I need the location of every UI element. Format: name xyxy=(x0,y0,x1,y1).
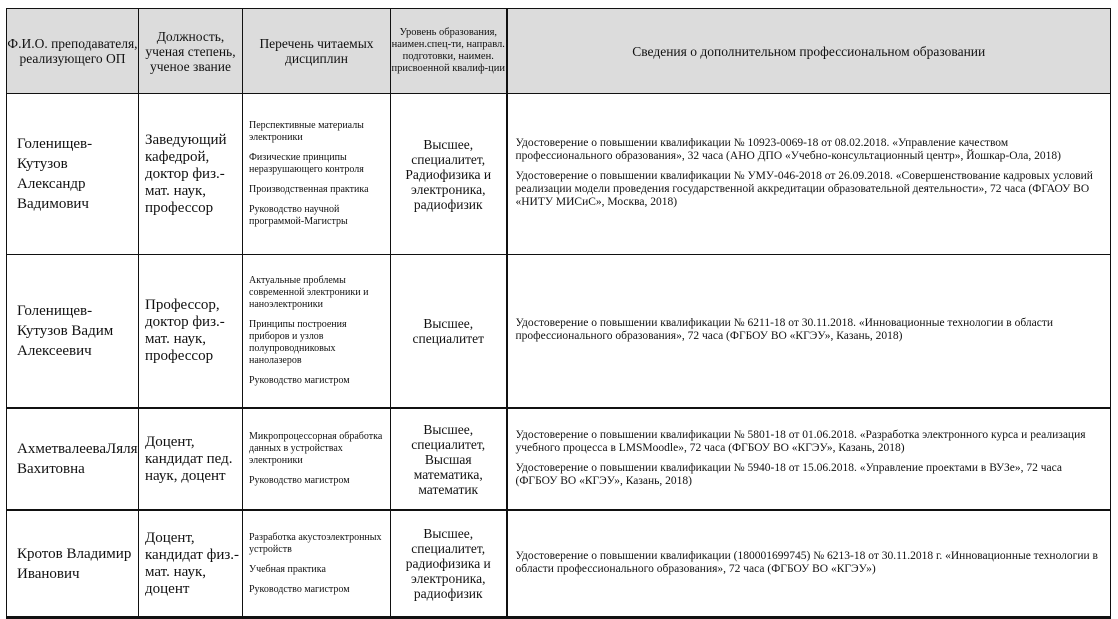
discipline-list xyxy=(243,94,391,255)
teacher-education: Высшее, специалитет, радиофизика и электроника, радиофизик xyxy=(391,510,507,618)
faculty-table xyxy=(6,8,1111,619)
header-education: Уровень образования, наимен.спец-ти, направл. подготовки, наимен. присвоенной квалиф-ции xyxy=(391,9,507,94)
teacher-position: Доцент, кандидат физ.-мат. наук, доцент xyxy=(139,510,243,618)
table-row xyxy=(7,510,1111,618)
certificate-entry: Удостоверение о повышении квалификации № 10923-0069-18 от 08.02.2018. «Управление качеством профессионального образования», 32 часа (АНО ДПО «Учебно-консультационный центр», Йошкар-Ола, 2018) xyxy=(515,137,1061,162)
teacher-position: Профессор, доктор физ.-мат. наук, профессор xyxy=(139,255,243,409)
teacher-name: Голенищев-Кутузов Вадим Алексеевич xyxy=(7,255,139,409)
table-row xyxy=(7,255,1111,409)
header-professional-development: Сведения о дополнительном профессиональном образовании xyxy=(507,9,1111,94)
discipline-item: Руководство научной программой-Магистры xyxy=(249,204,348,227)
certificate-entry: Удостоверение о повышении квалификации № 6211-18 от 30.11.2018. «Инновационные технологии в области профессионального образования», 72 часа (ФГБОУ ВО «КГЭУ», Казань, 2018) xyxy=(515,317,1054,342)
teacher-name: АхметвалееваЛяля Вахитовна xyxy=(7,408,139,510)
professional-development xyxy=(507,255,1111,409)
teacher-name: Голенищев-Кутузов Александр Вадимович xyxy=(7,94,139,255)
discipline-list xyxy=(243,408,391,510)
certificate-entry: Удостоверение о повышении квалификации (180001699745) № 6213-18 от 30.11.2018 г. «Инновационные технологии в области профессионального образования», 72 часа (ФГБОУ ВО «КГЭУ») xyxy=(515,549,1098,575)
professional-development xyxy=(507,408,1111,510)
teacher-education: Высшее, специалитет, Высшая математика, математик xyxy=(391,408,507,510)
teacher-position: Заведующий кафедрой, доктор физ.-мат. наук, профессор xyxy=(139,94,243,255)
table-row xyxy=(7,94,1111,255)
table-row xyxy=(7,408,1111,510)
teacher-name: Кротов Владимир Иванович xyxy=(7,510,139,618)
discipline-item: Микропроцессорная обработка данных в устройствах электроники xyxy=(249,431,383,466)
certificate-entry: Удостоверение о повышении квалификации № УМУ-046-2018 от 26.09.2018. «Совершенствование кадровых условий реализации модели проведения государственной аккредитации образовательной деятельности», 72 часа (ФГАОУ ВО «НИТУ МИСиС», Москва, 2018) xyxy=(515,170,1093,208)
certificate-entry: Удостоверение о повышении квалификации № 5801-18 от 01.06.2018. «Разработка электронного курса и реализация учебного процесса в LMSMoodle», 72 часа (ФГБОУ ВО «КГЭУ», Казань, 2018) xyxy=(515,428,1086,454)
discipline-list xyxy=(243,255,391,409)
discipline-item: Производственная практика xyxy=(249,184,369,195)
teacher-education: Высшее, специалитет, Радиофизика и электроника, радиофизик xyxy=(391,94,507,255)
teacher-education: Высшее, специалитет xyxy=(391,255,507,409)
professional-development xyxy=(507,510,1111,618)
header-row xyxy=(7,9,1111,94)
header-position: Должность, ученая степень, ученое звание xyxy=(139,9,243,94)
discipline-item: Руководство магистром xyxy=(249,583,350,595)
discipline-item: Перспективные материалы электроники xyxy=(249,120,364,143)
discipline-item: Актуальные проблемы современной электроники и наноэлектроники xyxy=(249,275,369,310)
discipline-item: Разработка акустоэлектронных устройств xyxy=(249,531,382,555)
professional-development xyxy=(507,94,1111,255)
discipline-item: Учебная практика xyxy=(249,563,326,575)
discipline-item: Руководство магистром xyxy=(249,475,350,486)
certificate-entry: Удостоверение о повышении квалификации № 5940-18 от 15.06.2018. «Управление проектами в ВУЗе», 72 часа (ФГБОУ ВО «КГЭУ», Казань, 2018) xyxy=(515,461,1062,487)
discipline-list xyxy=(243,510,391,618)
header-name: Ф.И.О. преподавателя, реализующего ОП xyxy=(7,9,139,94)
discipline-item: Физические принципы неразрушающего контроля xyxy=(249,152,364,175)
teacher-position: Доцент, кандидат пед. наук, доцент xyxy=(139,408,243,510)
discipline-item: Принципы построения приборов и узлов полупроводниковых нанолазеров xyxy=(249,319,347,366)
discipline-item: Руководство магистром xyxy=(249,375,350,386)
header-disciplines: Перечень читаемых дисциплин xyxy=(243,9,391,94)
